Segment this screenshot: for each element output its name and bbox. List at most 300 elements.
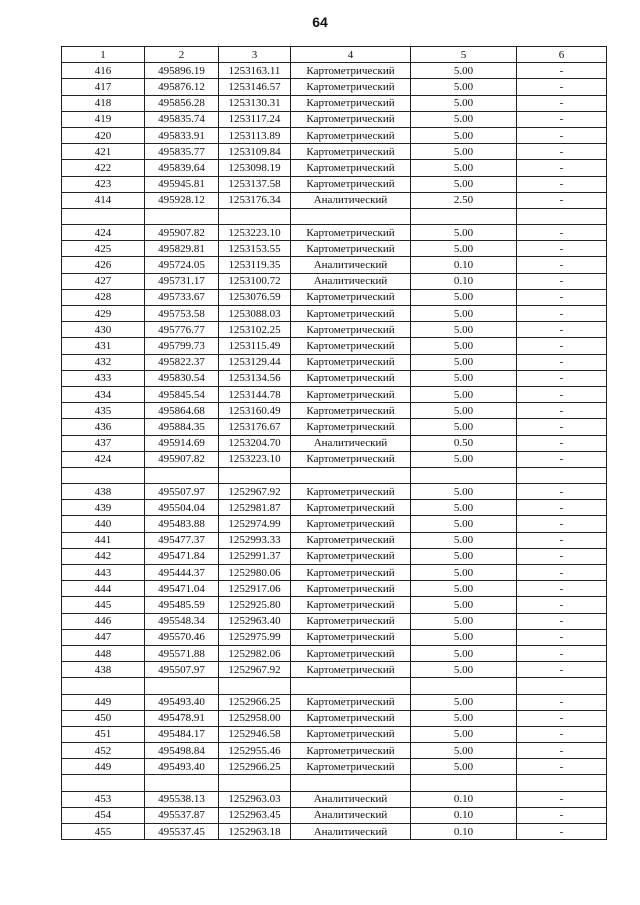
column-header-6: 6 [517, 47, 607, 63]
y-coordinate-cell: 1253119.35 [219, 257, 291, 273]
method-cell: Картометрический [291, 306, 411, 322]
point-number-cell: 450 [62, 710, 145, 726]
y-coordinate-cell: 1253088.03 [219, 306, 291, 322]
column-header-5: 5 [411, 47, 517, 63]
accuracy-cell: 5.00 [411, 597, 517, 613]
accuracy-cell: 5.00 [411, 370, 517, 386]
table-row [62, 548, 607, 564]
note-cell: - [517, 273, 607, 289]
x-coordinate-cell: 495493.40 [145, 694, 219, 710]
x-coordinate-cell [145, 208, 219, 224]
x-coordinate-cell: 495507.97 [145, 484, 219, 500]
y-coordinate-cell: 1252963.40 [219, 613, 291, 629]
method-cell: Картометрический [291, 225, 411, 241]
table-row [62, 435, 607, 451]
x-coordinate-cell: 495835.77 [145, 144, 219, 160]
y-coordinate-cell: 1253109.84 [219, 144, 291, 160]
table-row [62, 662, 607, 678]
point-number-cell: 433 [62, 370, 145, 386]
note-cell [517, 678, 607, 694]
x-coordinate-cell: 495876.12 [145, 79, 219, 95]
x-coordinate-cell: 495856.28 [145, 95, 219, 111]
y-coordinate-cell: 1253223.10 [219, 225, 291, 241]
accuracy-cell: 5.00 [411, 451, 517, 467]
x-coordinate-cell: 495571.88 [145, 645, 219, 661]
y-coordinate-cell: 1253153.55 [219, 241, 291, 257]
page-number: 64 [312, 14, 328, 30]
accuracy-cell: 5.00 [411, 176, 517, 192]
accuracy-cell: 0.10 [411, 807, 517, 823]
accuracy-cell: 0.10 [411, 273, 517, 289]
x-coordinate-cell: 495839.64 [145, 160, 219, 176]
method-cell: Картометрический [291, 111, 411, 127]
note-cell: - [517, 743, 607, 759]
note-cell: - [517, 532, 607, 548]
accuracy-cell: 5.00 [411, 500, 517, 516]
note-cell: - [517, 322, 607, 338]
point-number-cell: 446 [62, 613, 145, 629]
accuracy-cell: 5.00 [411, 241, 517, 257]
table-row [62, 581, 607, 597]
point-number-cell: 455 [62, 824, 145, 840]
x-coordinate-cell: 495471.84 [145, 548, 219, 564]
point-number-cell [62, 208, 145, 224]
y-coordinate-cell: 1253134.56 [219, 370, 291, 386]
point-number-cell: 437 [62, 435, 145, 451]
note-cell: - [517, 516, 607, 532]
method-cell: Картометрический [291, 484, 411, 500]
method-cell [291, 467, 411, 483]
x-coordinate-cell: 495498.84 [145, 743, 219, 759]
note-cell: - [517, 613, 607, 629]
accuracy-cell: 0.10 [411, 791, 517, 807]
point-number-cell: 416 [62, 63, 145, 79]
note-cell: - [517, 144, 607, 160]
point-number-cell: 449 [62, 694, 145, 710]
y-coordinate-cell [219, 208, 291, 224]
note-cell [517, 208, 607, 224]
point-number-cell: 434 [62, 386, 145, 402]
x-coordinate-cell: 495570.46 [145, 629, 219, 645]
note-cell: - [517, 176, 607, 192]
point-number-cell: 422 [62, 160, 145, 176]
point-number-cell: 424 [62, 225, 145, 241]
table-row [62, 532, 607, 548]
method-cell: Аналитический [291, 435, 411, 451]
y-coordinate-cell: 1252958.00 [219, 710, 291, 726]
point-number-cell: 429 [62, 306, 145, 322]
y-coordinate-cell: 1252982.06 [219, 645, 291, 661]
table-row [62, 645, 607, 661]
method-cell: Картометрический [291, 743, 411, 759]
y-coordinate-cell: 1252967.92 [219, 484, 291, 500]
method-cell: Картометрический [291, 726, 411, 742]
x-coordinate-cell: 495538.13 [145, 791, 219, 807]
point-number-cell: 445 [62, 597, 145, 613]
x-coordinate-cell: 495724.05 [145, 257, 219, 273]
table-body [62, 63, 607, 840]
method-cell: Картометрический [291, 79, 411, 95]
x-coordinate-cell: 495896.19 [145, 63, 219, 79]
note-cell: - [517, 225, 607, 241]
y-coordinate-cell: 1252967.92 [219, 662, 291, 678]
note-cell: - [517, 694, 607, 710]
method-cell: Картометрический [291, 581, 411, 597]
note-cell: - [517, 565, 607, 581]
accuracy-cell: 5.00 [411, 516, 517, 532]
y-coordinate-cell: 1252993.33 [219, 532, 291, 548]
x-coordinate-cell: 495548.34 [145, 613, 219, 629]
table-row [62, 127, 607, 143]
point-number-cell: 438 [62, 662, 145, 678]
method-cell: Аналитический [291, 257, 411, 273]
accuracy-cell: 5.00 [411, 710, 517, 726]
note-cell: - [517, 597, 607, 613]
point-number-cell: 427 [62, 273, 145, 289]
y-coordinate-cell: 1253223.10 [219, 451, 291, 467]
table-row [62, 257, 607, 273]
y-coordinate-cell [219, 775, 291, 791]
y-coordinate-cell: 1253146.57 [219, 79, 291, 95]
x-coordinate-cell: 495833.91 [145, 127, 219, 143]
table-row [62, 710, 607, 726]
point-number-cell: 451 [62, 726, 145, 742]
note-cell: - [517, 500, 607, 516]
accuracy-cell: 5.00 [411, 565, 517, 581]
accuracy-cell: 5.00 [411, 613, 517, 629]
accuracy-cell: 5.00 [411, 322, 517, 338]
y-coordinate-cell: 1252963.18 [219, 824, 291, 840]
accuracy-cell: 5.00 [411, 386, 517, 402]
table-row [62, 484, 607, 500]
table-row [62, 192, 607, 208]
note-cell [517, 775, 607, 791]
x-coordinate-cell: 495504.04 [145, 500, 219, 516]
point-number-cell: 420 [62, 127, 145, 143]
method-cell: Картометрический [291, 645, 411, 661]
point-number-cell: 431 [62, 338, 145, 354]
x-coordinate-cell: 495493.40 [145, 759, 219, 775]
note-cell: - [517, 710, 607, 726]
method-cell: Картометрический [291, 95, 411, 111]
y-coordinate-cell: 1253129.44 [219, 354, 291, 370]
table-header-row [62, 47, 607, 63]
accuracy-cell: 5.00 [411, 532, 517, 548]
y-coordinate-cell: 1253117.24 [219, 111, 291, 127]
note-cell: - [517, 338, 607, 354]
point-number-cell: 425 [62, 241, 145, 257]
x-coordinate-cell: 495845.54 [145, 386, 219, 402]
x-coordinate-cell: 495537.45 [145, 824, 219, 840]
x-coordinate-cell: 495444.37 [145, 565, 219, 581]
note-cell: - [517, 726, 607, 742]
method-cell: Картометрический [291, 386, 411, 402]
y-coordinate-cell: 1252925.80 [219, 597, 291, 613]
note-cell: - [517, 289, 607, 305]
table-row [62, 63, 607, 79]
x-coordinate-cell: 495907.82 [145, 451, 219, 467]
point-number-cell: 452 [62, 743, 145, 759]
note-cell: - [517, 403, 607, 419]
x-coordinate-cell: 495884.35 [145, 419, 219, 435]
table-row [62, 354, 607, 370]
accuracy-cell: 5.00 [411, 629, 517, 645]
table-row [62, 791, 607, 807]
note-cell: - [517, 807, 607, 823]
x-coordinate-cell: 495864.68 [145, 403, 219, 419]
accuracy-cell [411, 775, 517, 791]
method-cell: Картометрический [291, 160, 411, 176]
y-coordinate-cell: 1253137.58 [219, 176, 291, 192]
accuracy-cell: 0.10 [411, 824, 517, 840]
y-coordinate-cell: 1253102.25 [219, 322, 291, 338]
y-coordinate-cell [219, 678, 291, 694]
method-cell: Картометрический [291, 694, 411, 710]
method-cell: Аналитический [291, 791, 411, 807]
y-coordinate-cell: 1252981.87 [219, 500, 291, 516]
y-coordinate-cell: 1253176.67 [219, 419, 291, 435]
point-number-cell: 447 [62, 629, 145, 645]
point-number-cell: 443 [62, 565, 145, 581]
x-coordinate-cell: 495945.81 [145, 176, 219, 192]
table-row [62, 726, 607, 742]
method-cell: Картометрический [291, 662, 411, 678]
accuracy-cell [411, 208, 517, 224]
y-coordinate-cell: 1252946.58 [219, 726, 291, 742]
point-number-cell: 453 [62, 791, 145, 807]
method-cell: Картометрический [291, 613, 411, 629]
x-coordinate-cell: 495835.74 [145, 111, 219, 127]
table-row [62, 613, 607, 629]
accuracy-cell: 5.00 [411, 225, 517, 241]
table-row [62, 419, 607, 435]
method-cell: Картометрический [291, 532, 411, 548]
point-number-cell: 424 [62, 451, 145, 467]
table-row [62, 678, 607, 694]
x-coordinate-cell [145, 775, 219, 791]
point-number-cell: 444 [62, 581, 145, 597]
y-coordinate-cell: 1252963.45 [219, 807, 291, 823]
table-row [62, 597, 607, 613]
x-coordinate-cell: 495799.73 [145, 338, 219, 354]
table-row [62, 289, 607, 305]
x-coordinate-cell: 495478.91 [145, 710, 219, 726]
note-cell [517, 467, 607, 483]
note-cell: - [517, 127, 607, 143]
x-coordinate-cell: 495731.17 [145, 273, 219, 289]
column-header-4: 4 [291, 47, 411, 63]
accuracy-cell: 5.00 [411, 662, 517, 678]
table-row [62, 111, 607, 127]
table-row [62, 451, 607, 467]
method-cell: Картометрический [291, 516, 411, 532]
point-number-cell: 432 [62, 354, 145, 370]
x-coordinate-cell: 495471.04 [145, 581, 219, 597]
method-cell: Картометрический [291, 144, 411, 160]
x-coordinate-cell: 495537.87 [145, 807, 219, 823]
accuracy-cell: 5.00 [411, 548, 517, 564]
method-cell: Картометрический [291, 500, 411, 516]
method-cell: Картометрический [291, 629, 411, 645]
method-cell [291, 678, 411, 694]
method-cell: Картометрический [291, 63, 411, 79]
y-coordinate-cell: 1253130.31 [219, 95, 291, 111]
point-number-cell: 418 [62, 95, 145, 111]
method-cell: Картометрический [291, 548, 411, 564]
table-row [62, 176, 607, 192]
note-cell: - [517, 662, 607, 678]
table-row [62, 516, 607, 532]
accuracy-cell: 5.00 [411, 694, 517, 710]
accuracy-cell: 5.00 [411, 645, 517, 661]
y-coordinate-cell: 1252966.25 [219, 694, 291, 710]
point-number-cell [62, 775, 145, 791]
accuracy-cell [411, 467, 517, 483]
accuracy-cell: 5.00 [411, 306, 517, 322]
table-row [62, 824, 607, 840]
note-cell: - [517, 484, 607, 500]
coordinates-table [61, 46, 607, 840]
note-cell: - [517, 370, 607, 386]
accuracy-cell: 5.00 [411, 743, 517, 759]
accuracy-cell: 5.00 [411, 63, 517, 79]
note-cell: - [517, 581, 607, 597]
point-number-cell: 426 [62, 257, 145, 273]
point-number-cell: 440 [62, 516, 145, 532]
point-number-cell [62, 678, 145, 694]
y-coordinate-cell: 1253144.78 [219, 386, 291, 402]
method-cell: Картометрический [291, 127, 411, 143]
method-cell: Аналитический [291, 192, 411, 208]
table-row [62, 306, 607, 322]
method-cell: Картометрический [291, 403, 411, 419]
table-row [62, 144, 607, 160]
table-row [62, 79, 607, 95]
note-cell: - [517, 435, 607, 451]
accuracy-cell: 5.00 [411, 726, 517, 742]
note-cell: - [517, 241, 607, 257]
accuracy-cell: 2.50 [411, 192, 517, 208]
note-cell: - [517, 111, 607, 127]
y-coordinate-cell [219, 467, 291, 483]
y-coordinate-cell: 1253160.49 [219, 403, 291, 419]
x-coordinate-cell: 495753.58 [145, 306, 219, 322]
method-cell: Картометрический [291, 565, 411, 581]
method-cell: Картометрический [291, 241, 411, 257]
accuracy-cell: 5.00 [411, 289, 517, 305]
accuracy-cell: 5.00 [411, 160, 517, 176]
accuracy-cell [411, 678, 517, 694]
accuracy-cell: 5.00 [411, 484, 517, 500]
point-number-cell: 441 [62, 532, 145, 548]
y-coordinate-cell: 1252991.37 [219, 548, 291, 564]
accuracy-cell: 5.00 [411, 759, 517, 775]
point-number-cell: 435 [62, 403, 145, 419]
table-row [62, 208, 607, 224]
note-cell: - [517, 257, 607, 273]
note-cell: - [517, 451, 607, 467]
table-row [62, 370, 607, 386]
note-cell: - [517, 95, 607, 111]
table-row [62, 338, 607, 354]
x-coordinate-cell: 495830.54 [145, 370, 219, 386]
accuracy-cell: 5.00 [411, 403, 517, 419]
x-coordinate-cell: 495484.17 [145, 726, 219, 742]
table-row [62, 775, 607, 791]
x-coordinate-cell: 495485.59 [145, 597, 219, 613]
accuracy-cell: 5.00 [411, 111, 517, 127]
column-header-3: 3 [219, 47, 291, 63]
accuracy-cell: 5.00 [411, 419, 517, 435]
y-coordinate-cell: 1252963.03 [219, 791, 291, 807]
point-number-cell: 430 [62, 322, 145, 338]
y-coordinate-cell: 1252917.06 [219, 581, 291, 597]
accuracy-cell: 0.10 [411, 257, 517, 273]
y-coordinate-cell: 1252974.99 [219, 516, 291, 532]
y-coordinate-cell: 1252975.99 [219, 629, 291, 645]
method-cell: Картометрический [291, 289, 411, 305]
method-cell: Аналитический [291, 807, 411, 823]
y-coordinate-cell: 1253113.89 [219, 127, 291, 143]
y-coordinate-cell: 1253098.19 [219, 160, 291, 176]
method-cell: Картометрический [291, 354, 411, 370]
accuracy-cell: 5.00 [411, 581, 517, 597]
point-number-cell: 414 [62, 192, 145, 208]
y-coordinate-cell: 1253176.34 [219, 192, 291, 208]
table-row [62, 241, 607, 257]
point-number-cell: 454 [62, 807, 145, 823]
note-cell: - [517, 645, 607, 661]
table-row [62, 225, 607, 241]
x-coordinate-cell: 495776.77 [145, 322, 219, 338]
x-coordinate-cell: 495733.67 [145, 289, 219, 305]
note-cell: - [517, 759, 607, 775]
y-coordinate-cell: 1252980.06 [219, 565, 291, 581]
column-header-1: 1 [62, 47, 145, 63]
point-number-cell: 419 [62, 111, 145, 127]
x-coordinate-cell: 495907.82 [145, 225, 219, 241]
table-row [62, 403, 607, 419]
note-cell: - [517, 386, 607, 402]
method-cell: Картометрический [291, 759, 411, 775]
accuracy-cell: 5.00 [411, 79, 517, 95]
accuracy-cell: 5.00 [411, 354, 517, 370]
note-cell: - [517, 306, 607, 322]
x-coordinate-cell: 495914.69 [145, 435, 219, 451]
point-number-cell: 449 [62, 759, 145, 775]
x-coordinate-cell: 495477.37 [145, 532, 219, 548]
accuracy-cell: 5.00 [411, 144, 517, 160]
y-coordinate-cell: 1252955.46 [219, 743, 291, 759]
accuracy-cell: 0.50 [411, 435, 517, 451]
note-cell: - [517, 63, 607, 79]
x-coordinate-cell: 495928.12 [145, 192, 219, 208]
method-cell: Аналитический [291, 273, 411, 289]
note-cell: - [517, 354, 607, 370]
point-number-cell: 438 [62, 484, 145, 500]
method-cell: Картометрический [291, 710, 411, 726]
note-cell: - [517, 824, 607, 840]
y-coordinate-cell: 1252966.25 [219, 759, 291, 775]
note-cell: - [517, 548, 607, 564]
point-number-cell: 421 [62, 144, 145, 160]
x-coordinate-cell: 495507.97 [145, 662, 219, 678]
method-cell: Картометрический [291, 322, 411, 338]
method-cell: Картометрический [291, 338, 411, 354]
accuracy-cell: 5.00 [411, 95, 517, 111]
x-coordinate-cell [145, 678, 219, 694]
point-number-cell: 417 [62, 79, 145, 95]
